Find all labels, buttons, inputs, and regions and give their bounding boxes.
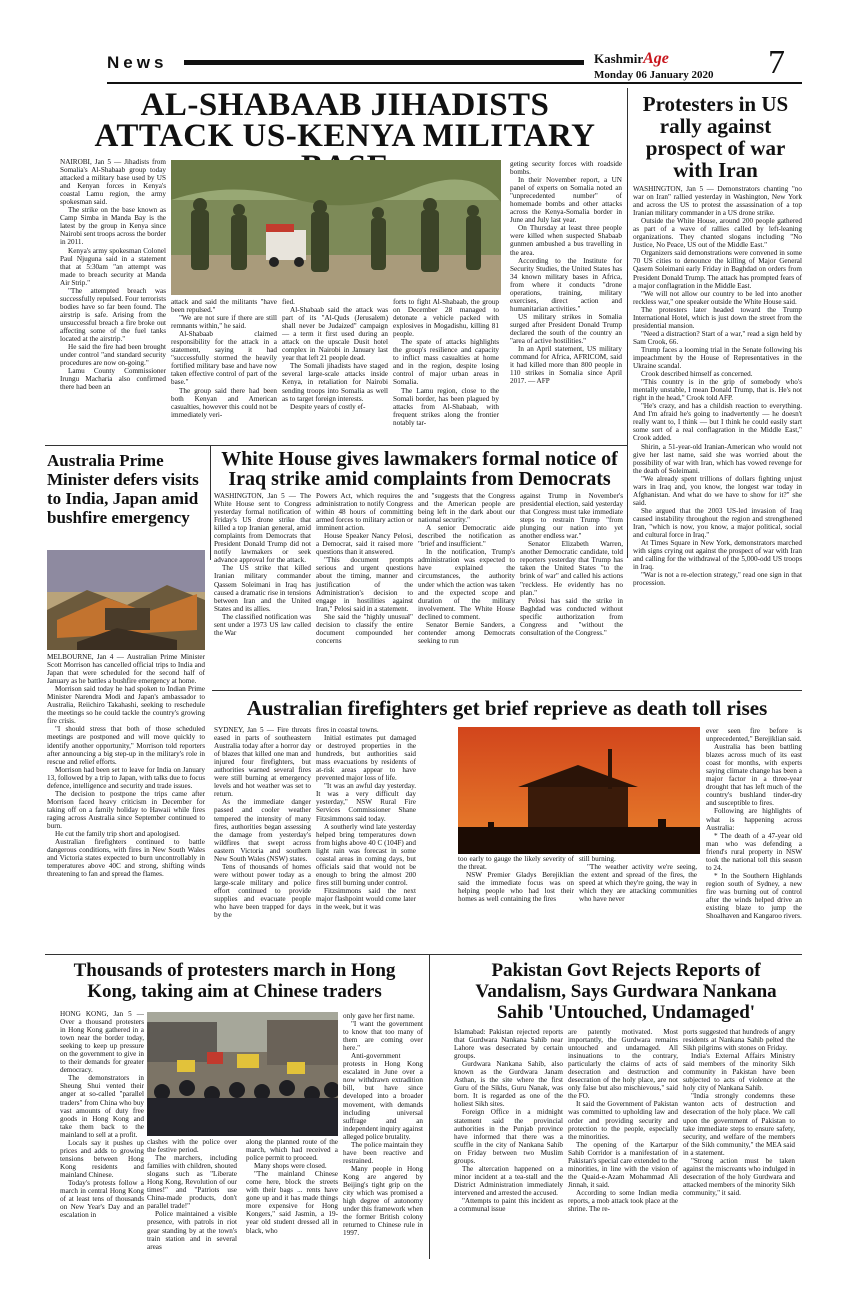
paragraph: The altercation happened on a minor incident at a tea-stall and the District Administration immediately intervened and arrested the accused. [454,1164,563,1197]
paragraph: India's External Affairs Ministry said members of the minority Sikh community in Pakistan have been subjected to acts of violence at the holy city of Nankana Sahib. [683,1052,795,1093]
paragraph: "It was an awful day yesterday. It was a very difficult day yesterday," NSW Rural Fire Services Commissioner Shane Fitzsimmons said today. [316,782,416,823]
paragraph: Pelosi has said the strike in Baghdad was conducted without specific authorization from Congress and "without the consultation of the Congress." [520,596,623,637]
paragraph: As the immediate danger passed and cooler weather tempered the intensity of many fires, authorities began assessing the damage from yesterday's wildfires that swept across eastern Victoria and southern New South Wales (NSW) states. [214,798,311,863]
divider-story6-story7 [429,954,430,1259]
paragraph: "The mainland Chinese come here, block the streets with their bags ... rents have gone up and it has made things more expensive for Hong Kongers," said Jasmin, a 19-year old student dressed all in black, who [246,1170,338,1235]
paragraph: Morrison said today he had spoken to Indian Prime Minister Narendra Modi and Japan's ambassador to Australia, Reiichiro Takahashi, seeking to reschedule the meetings so he could tackle the country's growing fire crisis. [47,685,205,726]
paragraph: Fitzsimmons said the next major flashpoint would come later in the week, but it was [316,886,416,912]
paragraph: The decision to postpone the trips came after Morrison faced heavy criticism in December for taking off on a family holiday to Hawaii while fires raging across Australia since September continued to burn. [47,789,205,830]
paragraph: The strike on the base known as Camp Simba in Manda Bay is the latest by the group in Kenya since Nairobi sent troops across the border in 2011. [60,206,166,247]
paragraph: According to some Indian media reports, a mob attack took place at the shrine. The re- [568,1188,678,1214]
story1-col2 [171,298,277,419]
paragraph: "Attempts to paint this incident as a communal issue [454,1196,563,1214]
paragraph: A senior Democratic aide described the notification as "brief and insufficient." [418,524,515,549]
paragraph: geting security forces with roadside bombs. [510,160,622,177]
story7-col3 [683,1028,795,1197]
paragraph: A southerly wind late yesterday helped bring temperatures down from highs above 40 C (104F) and light rain was forecast in some coastal areas in coming days, but officials said that would not be enough to bring the almost 200 fires still burning under control. [316,822,416,887]
story4-col3 [418,492,515,645]
divider-below-story1 [45,445,627,446]
paragraph: Many people in Hong Kong are angered by Beijing's tight grip on the city which was promised a high degree of autonomy under this framework when the former British colony returned to Chinese rule in 1997. [343,1164,423,1238]
story4-col2 [316,492,413,645]
paragraph: Tens of thousands of homes were without power today as a large-scale military and police effort continued to provide supplies and evacuate people who have been trapped for days by the [214,862,311,920]
story6-photo [147,1012,338,1136]
paragraph: According to the Institute for Security Studies, the United States has 34 known military bases in Africa, from where it conducts "drone operations, training, military exercises, direct action and humanitarian activities." [510,256,622,313]
story5-col2 [316,726,416,911]
paragraph: Kenya's army spokesman Colonel Paul Njuguna said in a statement that at 5:30am "an attempt was made to breach security at Manda Air Strip." [60,246,166,287]
paragraph: Powers Act, which requires the administration to notify Congress within 48 hours of committing armed forces to military action or imminent action. [316,492,413,533]
paragraph: US military strikes in Somalia surged after President Donald Trump declared the south of the country an "area of active hostilities." [510,312,622,346]
paragraph: On Thursday at least three people were killed when suspected Shabaab gunmen ambushed a bus travelling in the area. [510,224,622,257]
story3-headline: Australia Prime Minister defers visits to India, Japan amid bushfire emergency [47,451,199,527]
divider-right-column [627,88,628,558]
paragraph: "The attempted breach was successfully repulsed. Four terrorists bodies have so far been found. The airstrip is safe. Arising from the unsuccessful breach a fire broke out affecting some of the fuel tanks located at the airstrip." [60,286,166,344]
section-label: News [107,53,168,72]
paragraph: House Speaker Nancy Pelosi, a Democrat, said it raised more questions than it answered. [316,532,413,557]
paragraph: "I should stress that both of those scheduled meetings are postponed and will move quickly to identify another opportunity," Morrison told reporters after announcing a big step-up in the military's role in rescue and relief efforts. [47,725,205,766]
paragraph: are patently motivated. Most importantly, the Gurdwara remains untouched and undamaged. All insinuations to the contrary, particularly the claims of acts of desecration and destruction and desecration of the holy place, are not only false but also mischievous," said the FO. [568,1028,678,1101]
paper-name-age: Age [643,50,669,67]
story5-headline: Australian firefighters get brief reprieve as death toll rises [246,696,768,720]
paragraph: Crook described himself as concerned. [641,370,753,379]
paragraph: "Need a distraction? Start of a war," read a sign held by Sam Crook, 66. [633,329,802,346]
page-number: 7 [768,44,785,81]
paragraph: against Trump in November's presidential election, said yesterday that Congress must take immediate steps to restrain Trump "from plunging our nation into yet another endless war." [520,492,623,541]
paragraph: The group said there had been both Kenyan and American casualties, however this could not be immediately veri- [171,386,277,419]
story2-headline: Protesters in US rally against prospect of war with Iran [642,92,789,182]
paragraph: "Strong action must be taken against the miscreants who indulged in desecration of the holy Gurdwara and attacked members of the minority Sikh community," it said. [683,1156,795,1197]
story4-col4 [520,492,623,637]
paragraph: Outside the White House, around 200 people gathered as part of a wave of rallies called by left-leaning organizations. They chanted slogans including "No Justice, No Peace, US out of the Middle East." [633,217,802,250]
story3-photo [47,550,205,650]
story1-col3 [282,298,388,411]
paper-name-kashmir: Kashmir [594,51,644,66]
divider-story3 [210,445,211,560]
paragraph: Trump faces a looming trial in the Senate following his impeachment by the House of Representatives in the Ukraine scandal. [633,345,802,371]
paragraph: The demonstrators in Sheung Shui vented their anger at so-called "parallel traders" from China who buy vast amounts of duty free goods in Hong Kong and take them back to the mainland to sell at a profit. [60,1074,144,1139]
paragraph: The Somali jihadists have staged several large-scale attacks inside Kenya, in retaliation for Nairobi sending troops into Somalia as well as to target foreign interests. [282,362,388,403]
story7-headline: Pakistan Govt Rejects Reports of Vandalism, Says Gurdwara Nankana Sahib 'Untouched, Undamaged' [475,960,777,1023]
paragraph: and "suggests that the Congress and the American people are being left in the dark about our national security." [418,492,515,525]
paragraph: clashes with the police over the festive period. [147,1138,237,1155]
paragraph: too early to gauge the likely severity of the threat. [458,855,574,872]
paragraph: ever seen fire before is unprecedented," Berejiklian said. [706,727,802,744]
paragraph: Organizers said demonstrations were convened in some 70 US cities to denounce the killing of Major General Qasem Soleimani early Friday in Baghdad on orders from President Donald Trump. The attack has prompted fears of a major conflagration in the Middle East. [633,249,802,290]
story4-headline [212,449,627,489]
paragraph: Many shops were closed. [254,1162,327,1171]
paragraph: The marchers, including families with children, shouted slogans such as "Liberate Hong Kong, Revolution of our times!" and "Patriots use China-made products, don't parallel trade!" [147,1154,237,1211]
paragraph: Today's protests follow a march in central Hong Kong of at least tens of thousands on New Year's Day and an escalation in [60,1178,144,1220]
paragraph: He said the fire had been brought under control "and standard security procedures are now on-going." [60,343,166,368]
story1-headline-line1: AL-SHABAAB JIHADISTS [140,87,550,123]
paragraph: The protesters later headed toward the Trump International Hotel, which is just down the street from the presidential mansion. [633,305,802,330]
story2-body [633,185,802,587]
paragraph: attack and said the militants "have been repulsed." [171,298,277,315]
divider-above-story5 [212,690,802,691]
paragraph: She said the "highly unusual" decision to classify the entire document compounded her concerns [316,612,413,645]
paragraph: fied. [282,298,295,306]
paragraph: Al-Shabaab claimed responsibility for the attack in a statement, saying it had "successfully stormed the heavily fortified military base and have now taken effective control of part of the base." [171,330,277,387]
paragraph: MELBOURNE, Jan 4 — Australian Prime Minister Scott Morrison has cancelled official trips to India and Japan that were scheduled for the second half of January as he battles a bushfire emergency at home. [47,653,205,686]
paragraph: Morrison had been set to leave for India on January 13, followed by a trip to Japan, with talks due to focus defence, intelligence and security and trade issues. [47,765,205,790]
paragraph: The police maintain they have been reactive and restrained. [343,1140,423,1165]
paragraph: "I want the government to know that too many of them are coming over here." [343,1020,423,1053]
paragraph: Gurdwara Nankana Sahib, also known as the Gurdwara Janam Asthan, is the site where the first Guru of the Sikhs, Guru Nanak, was born. It is regarded as one of the holiest Sikh sites. [454,1060,563,1109]
paragraph: still burning. [579,855,616,863]
paragraph: "This country is in the grip of somebody who's mentally unstable, I mean Donald Trump, that is. He's not right in the head," Crook told AFP. [633,378,802,403]
paragraph: forts to fight Al-Shabaab, the group on December 28 managed to detonate a vehicle packed with explosives in Mogadishu, killing 81 people. [393,298,499,339]
paragraph: NAIROBI, Jan 5 — Jihadists from Somalia's Al-Shabaab group today attacked a military base used by US and Kenyan forces in Kenya's coastal Lamu region, the army spokesman said. [60,158,166,207]
paragraph: In the notification, Trump's administration was expected to have explained the circumstances, the authority under which the action was taken and the expected scope and duration of the military involvement. The White House declined to comment. [418,548,515,621]
paragraph: He cut the family trip short and apologised. [55,830,180,839]
paragraph: "We will not allow our country to be led into another reckless war," one speaker outside the White House said. [633,289,802,306]
paragraph: Locals say it pushes up prices and adds to growing tensions between Hong Kong residents and mainland Chinese. [60,1138,144,1179]
paragraph: Lamu County Commissioner Irungu Macharia also confirmed there had been an [60,367,166,392]
paragraph: "The weather activity we're seeing, the extent and spread of the fires, the speed at which they're going, the way in which they are attacking communities who have never [579,863,697,904]
paragraph: "He's crazy, and has a childish reaction to everything. And I'm afraid he's going to inadvertently — he doesn't really want to, I think — but I think he could easily start some sort of a real conflagration in the Middle East," Crook added. [633,402,802,443]
story4-col1 [214,492,311,637]
paragraph: fires in coastal towns. [316,726,379,734]
paragraph: Foreign Office in a midnight statement said the provincial authorities in the Punjab province have informed that there was a scuffle in the city of Nankana Sahib on Friday between two Muslim groups. [454,1108,563,1165]
story6-col3 [246,1138,338,1235]
paragraph: HONG KONG, Jan 5 — Over a thousand protesters in Hong Kong gathered in a town near the border today, seeking to keep up pressure on the government to give in to their demands for greater democracy. [60,1010,144,1075]
story1-col5 [510,160,622,385]
story7-col2 [568,1028,678,1213]
story1-headline-line2: ATTACK US-KENYA MILITARY [94,118,596,154]
story6-col4 [343,1012,423,1237]
story5-col3 [458,855,574,903]
paragraph: Anti-government protests in Hong Kong escalated in June over a now withdrawn extradition bill, but have since developed into a broader movement, with demands including universal suffrage and an independent inquiry against alleged police brutality. [343,1052,423,1141]
paragraph: Shirin, a 51-year-old Iranian-American who would not give her last name, said she was worried about the possibility of war with Iran, which has vowed revenge for the death of Soleimani. [633,442,802,475]
story4-headline-line1: White House gives lawmakers formal notice of [221,448,618,470]
paragraph: In an April statement, US military command for Africa, AFRICOM, said it had killed more than 800 people in 110 strikes in Somalia since April 2017. — AFP [510,345,622,386]
story3-body [47,653,205,878]
paragraph: The opening of the Kartarpur Sahib Corridor is a manifestation of Pakistan's special care extended to the minorities, in line with the vision of the Quaid-e-Azam Mohammad Ali Jinnah, it said. [568,1140,678,1189]
paragraph: Senator Bernie Sanders, a contender among Democrats seeking to run [418,620,515,645]
paragraph: only gave her first name. [343,1012,415,1020]
masthead [0,0,848,88]
masthead-rule [107,82,802,84]
story5-photo [458,727,700,854]
story4-headline-line2: Iraq strike amid complaints from Democrats [228,468,611,490]
paragraph: Islamabad: Pakistan rejected reports that Gurdwara Nankana Sahib near Lahore was desecrated by certain groups. [454,1028,563,1061]
divider-bottom-section [45,954,802,955]
paragraph: The classified notification was sent under a 1973 US law called the War [214,612,311,637]
paragraph: SYDNEY, Jan 5 — Fire threats eased in parts of southeastern Australia today after a horror day of blazes that killed one man and injured four firefighters, but authorities warned several fires were still burning at emergency levels and hot weather was set to return. [214,726,311,799]
paragraph: Police maintained a visible presence, with patrols in riot gear standing by at the town's train station and in several areas [147,1210,237,1251]
story5-col4 [579,855,697,903]
story5-col5 [706,727,802,920]
story7-col1 [454,1028,563,1213]
paragraph: The US strike that killed Iranian military commander Qassem Soleimani in Iraq has caused a dramatic rise in tensions between Iran and the United States and its allies. [214,564,311,613]
paragraph: Senator Elizabeth Warren, another Democratic candidate, told reporters yesterday that Trump has taken the United States "to the brink of war" and called his actions "reckless. He evidently has no plan." [520,540,623,597]
paragraph: The spate of attacks highlights the group's resilience and capacity to inflict mass casualties at home and in the region, despite losing control of major urban areas in Somalia. [393,338,499,387]
paragraph: NSW Premier Gladys Berejiklian said the immediate focus was on helping people who had lost their homes as well containing the fires [458,871,574,904]
paper-logo [594,50,669,68]
paragraph: Australia has been battling blazes across much of its east coast for months, with experts saying climate change has been a major factor in a three-year drought that has left much of the country's bushland tinder-dry and susceptible to fires. [706,743,802,808]
story6-col2 [147,1138,237,1251]
story1-col4 [393,298,499,427]
paragraph: Al-Shabaab said the attack was part of its "Al-Quds (Jerusalem) shall never be Judaized" campaign — a term it first used during an attack on the upscale Dusit hotel complex in Nairobi in January last year that left 21 people dead. [282,306,388,363]
paragraph: "India strongly condemns these wanton acts of destruction and desecration of the holy place. We call upon the government of Pakistan to take immediate steps to ensure safety, security, and welfare of the members of the Sikh community," the MEA said in a statement. [683,1092,795,1157]
paragraph: It said the Government of Pakistan was committed to upholding law and order and providing security and protection to the people, especially the minorities. [568,1100,678,1141]
paragraph: * The death of a 47-year old man who was defending a friend's rural property in NSW took the national toll this season to 24. [706,831,802,872]
paragraph: Despite years of costly ef- [290,402,366,411]
paragraph: ports suggested that hundreds of angry residents at Nankana Sahib pelted the Sikh pilgrims with stones on Friday. [683,1028,795,1053]
paragraph: along the planned route of the march, which had received a police permit to proceed. [246,1138,338,1163]
paragraph: At Times Square in New York, demonstrators marched with signs crying out against the prospect of war with Iran and calling for the withdrawal of the 5,000-odd US troops in Iraq. [633,539,802,572]
paragraph: "We are not sure if there are still remnants within," he said. [171,314,277,331]
paragraph: Initial estimates put damaged or destroyed properties in the hundreds, but authorities said mass evacuations by residents of at-risk areas appear to have prevented major loss of life. [316,734,416,783]
paragraph: She argued that the 2003 US-led invasion of Iraq caused instability throughout the region and strengthened Iran, "which is now, you know, a major political, social and cultural force in Iraq." [633,506,802,540]
paragraph: WASHINGTON, Jan 5 — Demonstrators chanting "no war on Iran" rallied yesterday in Washington, New York and across the US to protest the assassination of a top Iranian military commander in a US drone strike. [633,185,802,218]
story6-headline: Thousands of protesters march in Hong Kong, taking aim at Chinese traders [73,960,396,1002]
paragraph: * In the Southern Highlands region south of Sydney, a new fire was burning out of control after the winds helped drive an existing blaze to jump the Shoalhaven and Kangaroo rivers. [706,871,802,921]
story6-col1 [60,1010,144,1219]
issue-date: Monday 06 January 2020 [594,69,714,81]
paragraph: Australian firefighters continued to battle dangerous conditions, with fires in New South Wales and Victoria states expected to burn uncontrollably in temperatures above 40C and strong, shifting winds threatening to fan and spread the flames. [47,838,205,879]
story1-col1 [60,158,166,458]
section-bar [184,60,584,65]
story1-photo [171,160,501,295]
paragraph: "War is not a re-election strategy," read one sign in that procession. [633,571,802,588]
paragraph: In their November report, a UN panel of experts on Somalia noted an "unprecedented number" of homemade bombs and other attacks across the Kenya-Somalia border in June and July last year. [510,176,622,225]
paragraph: WASHINGTON, Jan 5 — The White House sent to Congress yesterday formal notification of Friday's US drone strike that killed a top Iranian general, amid complaints from Democrats that President Donald Trump did not notify lawmakers or seek advance approval for the attack. [214,492,311,565]
paragraph: Following are highlights of what is happening across Australia: [706,807,802,832]
story5-col1 [214,726,311,919]
paragraph: "This document prompts serious and urgent questions about the timing, manner and justification of the Administration's decision to engage in hostilities against Iran," Pelosi said in a statement. [316,556,413,613]
paragraph: The Lamu region, close to the Somali border, has been plagued by attacks from Al-Shabaab, with frequent strikes along the frontier notably tar- [393,386,499,427]
paragraph: "We already spent trillions of dollars fighting unjust wars in Iraq and, you know, the longest war today in Afghanistan. And what do we have to show for it?" she said. [633,474,802,507]
